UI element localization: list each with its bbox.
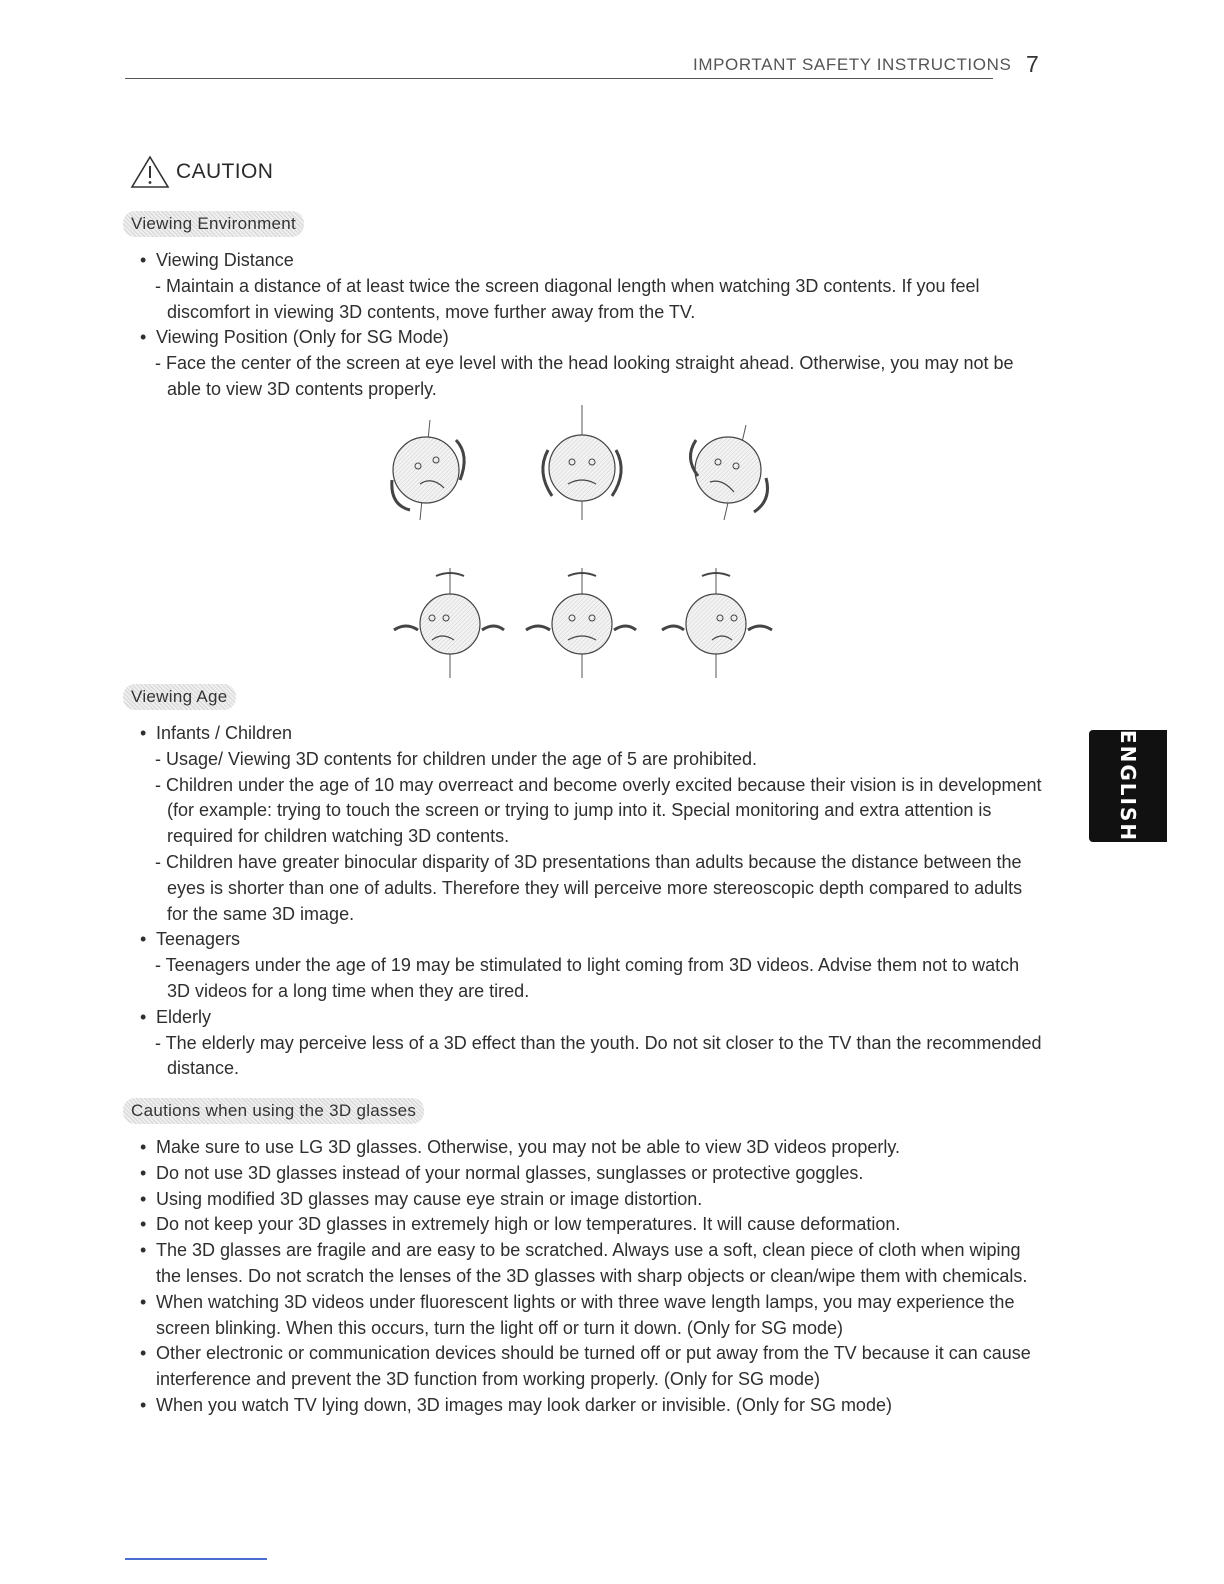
list-item: • When you watch TV lying down, 3D images may look darker or invisible. (Only for SG mode) bbox=[140, 1393, 1045, 1419]
list-detail: - Children have greater binocular disparity of 3D presentations than adults because the distance between the eyes is shorter than one of adults. Therefore they will perceive more stereoscopic depth compared to adults for the same 3D image. bbox=[155, 851, 1023, 924]
list-item: • Viewing Distance bbox=[140, 248, 1045, 274]
list-item: • Teenagers bbox=[140, 927, 1045, 953]
list-item: • Make sure to use LG 3D glasses. Otherwise, you may not be able to view 3D videos properly. bbox=[140, 1135, 1045, 1161]
tilted-right-face bbox=[690, 425, 767, 520]
list-item: • Infants / Children bbox=[140, 721, 1045, 747]
section-viewing-age: Viewing Age bbox=[123, 684, 236, 710]
viewing-age-list bbox=[140, 721, 1045, 1082]
language-tab bbox=[1089, 730, 1167, 842]
footer-rule bbox=[125, 1558, 267, 1560]
turned-right-face bbox=[662, 568, 772, 678]
list-detail: - Teenagers under the age of 19 may be stimulated to light coming from 3D videos. Advise them not to watch 3D videos for a long time when they are tired. bbox=[155, 955, 1020, 1001]
page-number: 7 bbox=[1026, 51, 1039, 77]
list-item: • Do not use 3D glasses instead of your normal glasses, sunglasses or protective goggles. bbox=[140, 1161, 1045, 1187]
viewing-environment-list bbox=[140, 248, 1045, 403]
warning-triangle-icon bbox=[130, 155, 170, 189]
list-detail: - The elderly may perceive less of a 3D effect than the youth. Do not sit closer to the TV than the recommended distance. bbox=[155, 1032, 1042, 1079]
section-viewing-environment: Viewing Environment bbox=[123, 211, 304, 237]
head-position-illustration bbox=[370, 400, 800, 680]
language-tab-label: ENGLISH bbox=[1116, 729, 1140, 843]
caution-heading bbox=[130, 155, 273, 189]
list-detail: - Maintain a distance of at least twice the screen diagonal length when watching 3D contents. If you feel discomfort in viewing 3D contents, move further away from the TV. bbox=[155, 275, 980, 322]
tilted-left-face bbox=[392, 420, 464, 520]
list-item: • The 3D glasses are fragile and are easy to be scratched. Always use a soft, clean piece of cloth when wiping the lenses. Do not scratch the lenses of the 3D glasses with sharp objects or clean/wipe them with chemicals. bbox=[140, 1238, 1045, 1290]
facing-forward-face bbox=[526, 568, 636, 678]
header-title: IMPORTANT SAFETY INSTRUCTIONS bbox=[693, 55, 1012, 74]
section-3d-glasses: Cautions when using the 3D glasses bbox=[123, 1098, 424, 1124]
turned-left-face bbox=[394, 568, 504, 678]
list-detail: - Children under the age of 10 may overreact and become overly excited because their vision is in development (for example: trying to touch the screen or trying to jump into it. Special monitoring and extra attention is required for children watching 3D contents. bbox=[155, 774, 1042, 847]
centered-face bbox=[543, 405, 621, 520]
list-detail: - Face the center of the screen at eye level with the head looking straight ahead. Otherwise, you may not be able to view 3D contents properly. bbox=[155, 353, 1014, 399]
list-item: • Using modified 3D glasses may cause eye strain or image distortion. bbox=[140, 1187, 1045, 1213]
list-item: • When watching 3D videos under fluorescent lights or with three wave length lamps, you may experience the screen blinking. When this occurs, turn the light off or turn it down. (Only for SG mode) bbox=[140, 1290, 1045, 1342]
header-rule bbox=[125, 78, 993, 79]
list-item: • Elderly bbox=[140, 1005, 1045, 1031]
list-detail: - Usage/ Viewing 3D contents for children under the age of 5 are prohibited. bbox=[155, 748, 758, 769]
list-item: • Other electronic or communication devices should be turned off or put away from the TV because it can cause interference and prevent the 3D function from working properly. (Only for SG mode) bbox=[140, 1341, 1045, 1393]
list-item: • Do not keep your 3D glasses in extremely high or low temperatures. It will cause deformation. bbox=[140, 1212, 1045, 1238]
caution-label: CAUTION bbox=[176, 160, 274, 183]
glasses-list bbox=[140, 1135, 1045, 1419]
list-item: • Viewing Position (Only for SG Mode) bbox=[140, 325, 1045, 351]
